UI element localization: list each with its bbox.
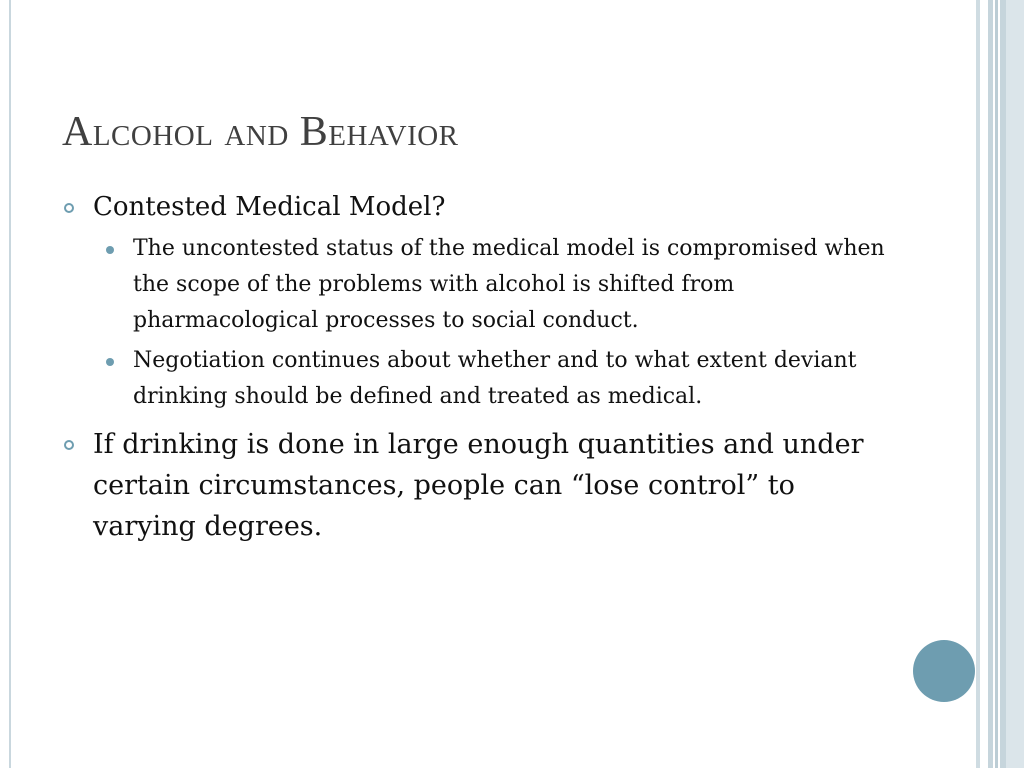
bullet-item	[62, 424, 902, 547]
sub-bullet-item	[62, 343, 902, 415]
dot-bullet-icon	[106, 358, 114, 366]
right-decorative-stripes	[976, 0, 1024, 768]
sub-bullet-text: Negotiation continues about whether and to what extent deviant drinking should be defined and treated as medical.	[133, 348, 857, 409]
left-border-line	[9, 0, 11, 768]
decorative-circle	[913, 640, 975, 702]
sub-bullet-item	[62, 231, 902, 339]
sub-bullet-list	[62, 231, 902, 415]
bullet-item	[62, 188, 902, 226]
dot-bullet-icon	[106, 246, 114, 254]
ring-bullet-icon	[64, 440, 74, 450]
sub-bullet-text: The uncontested status of the medical model is compromised when the scope of the problems with alcohol is shifted from pharmacological processes to social conduct.	[133, 236, 885, 333]
bullet-text: If drinking is done in large enough quantities and under certain circumstances, people can “lose control” to varying degrees.	[93, 429, 864, 542]
slide-title: Alcohol and Behavior	[62, 109, 459, 155]
bullet-text: Contested Medical Model?	[93, 192, 446, 222]
ring-bullet-icon	[64, 203, 74, 213]
slide-content	[62, 188, 902, 547]
